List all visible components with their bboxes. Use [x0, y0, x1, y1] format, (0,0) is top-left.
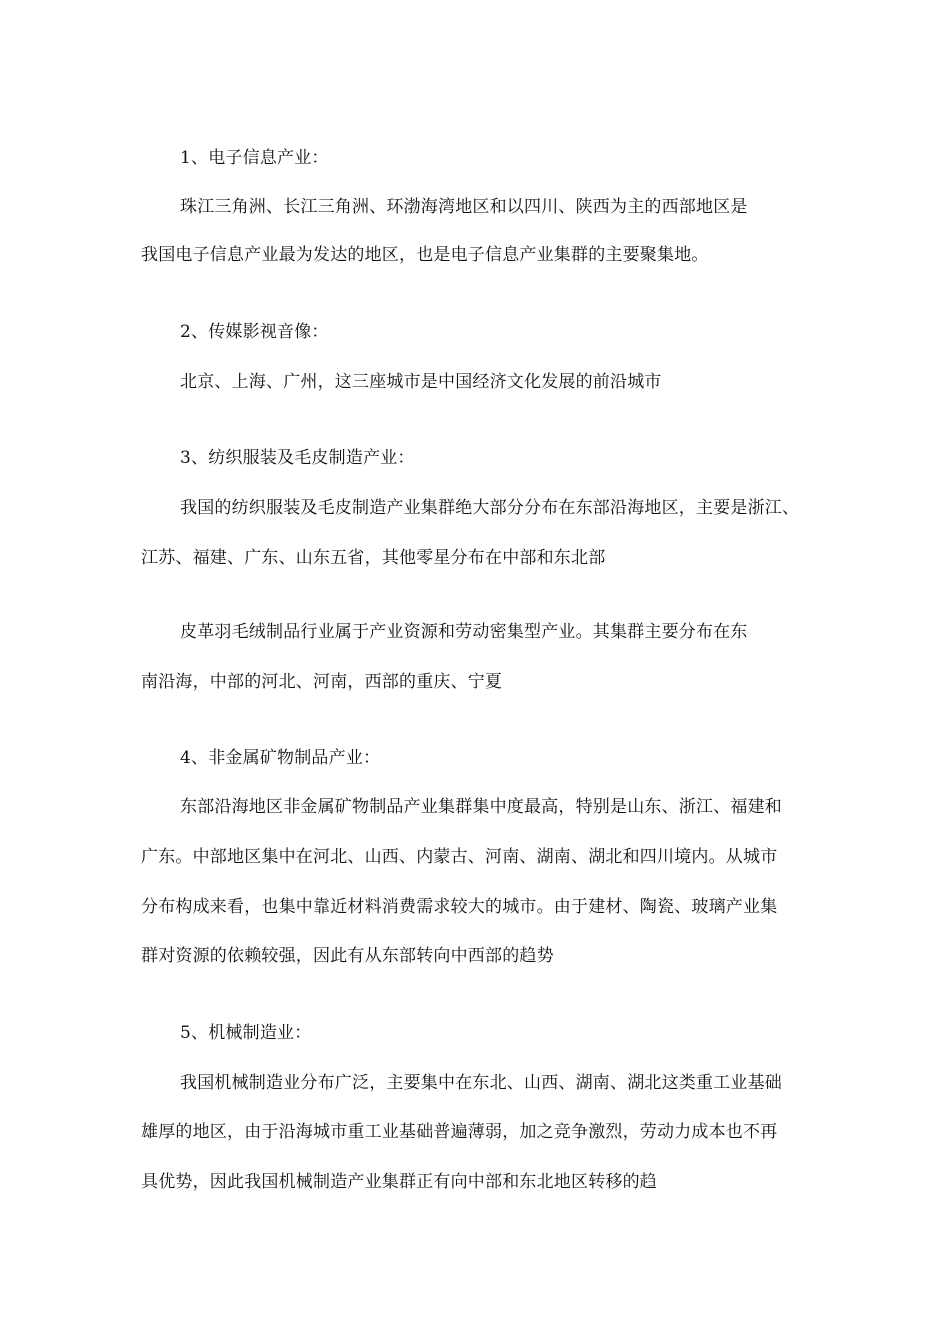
section-1-heading: 1、电子信息产业：	[180, 148, 329, 168]
section-4-line-3: 分布构成来看，也集中靠近材料消费需求较大的城市。由于建材、陶瓷、玻璃产业集	[141, 897, 778, 917]
section-3-line-1: 我国的纺织服装及毛皮制造产业集群绝大部分分布在东部沿海地区，主要是浙江、	[180, 498, 800, 518]
section-2-heading: 2、传媒影视音像：	[180, 322, 329, 342]
section-5-heading: 5、机械制造业：	[180, 1023, 312, 1043]
section-3-heading: 3、纺织服装及毛皮制造产业：	[180, 448, 415, 468]
section-5-line-3: 具优势，因此我国机械制造产业集群正有向中部和东北地区转移的趋	[141, 1172, 657, 1192]
section-4-line-1: 东部沿海地区非金属矿物制品产业集群集中度最高，特别是山东、浙江、福建和	[180, 797, 782, 817]
section-4-line-2: 广东。中部地区集中在河北、山西、内蒙古、河南、湖南、湖北和四川境内。从城市	[141, 847, 778, 867]
section-1-line-1: 珠江三角洲、长江三角洲、环渤海湾地区和以四川、陕西为主的西部地区是	[180, 197, 748, 217]
section-4-heading: 4、非金属矿物制品产业：	[180, 748, 381, 768]
section-5-line-2: 雄厚的地区，由于沿海城市重工业基础普遍薄弱，加之竞争激烈，劳动力成本也不再	[141, 1122, 778, 1142]
section-4-line-4: 群对资源的依赖较强，因此有从东部转向中西部的趋势	[141, 946, 554, 966]
section-3-extra-line-1: 皮革羽毛绒制品行业属于产业资源和劳动密集型产业。其集群主要分布在东	[180, 622, 748, 642]
section-5-line-1: 我国机械制造业分布广泛，主要集中在东北、山西、湖南、湖北这类重工业基础	[180, 1073, 782, 1093]
section-3-extra-line-2: 南沿海，中部的河北、河南，西部的重庆、宁夏	[141, 672, 503, 692]
section-1-line-2: 我国电子信息产业最为发达的地区，也是电子信息产业集群的主要聚集地。	[141, 245, 709, 265]
section-2-line-1: 北京、上海、广州，这三座城市是中国经济文化发展的前沿城市	[180, 372, 662, 392]
section-3-line-2: 江苏、福建、广东、山东五省，其他零星分布在中部和东北部	[141, 548, 606, 568]
